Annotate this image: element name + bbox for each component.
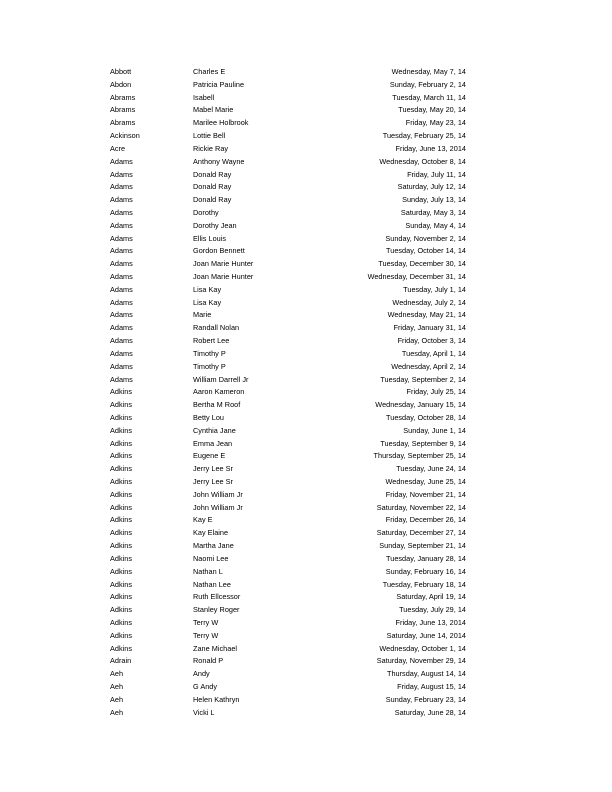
cell-first-name: Jerry Lee Sr bbox=[193, 477, 233, 486]
cell-first-name: Aaron Kameron bbox=[193, 387, 245, 397]
cell-date: Tuesday, September 9, 14 bbox=[380, 438, 466, 448]
cell-last-name: Adkins bbox=[110, 605, 133, 615]
cell-date: Thursday, August 14, 14 bbox=[386, 669, 466, 679]
cell-first-name: Naomi Lee bbox=[193, 553, 229, 563]
cell-date: Tuesday, October 28, 14 bbox=[386, 412, 466, 422]
cell-date: Wednesday, October 8, 14 bbox=[379, 156, 466, 166]
cell-last-name: Adams bbox=[110, 374, 133, 384]
cell-last-name: Adkins bbox=[110, 451, 133, 461]
cell-first-name: Anthony Wayne bbox=[193, 156, 245, 166]
cell-first-name: Betty Lou bbox=[193, 412, 225, 422]
cell-first-name: Vicki L bbox=[193, 707, 215, 717]
cell-last-name: Adkins bbox=[110, 630, 133, 640]
cell-date: Wednesday, June 25, 14 bbox=[385, 477, 466, 486]
cell-first-name: Isabell bbox=[193, 92, 215, 102]
cell-date: Saturday, June 14, 2014 bbox=[386, 630, 466, 640]
cell-last-name: Adkins bbox=[110, 579, 133, 589]
cell-last-name: Adkins bbox=[110, 425, 133, 435]
cell-first-name: Gordon Bennett bbox=[193, 246, 245, 256]
cell-first-name: Mabel Marie bbox=[193, 105, 234, 115]
cell-last-name: Adkins bbox=[110, 412, 133, 422]
cell-date: Sunday, May 4, 14 bbox=[405, 220, 466, 230]
cell-date: Wednesday, October 1, 14 bbox=[379, 643, 466, 653]
table-row bbox=[110, 143, 466, 156]
cell-first-name: Helen Kathryn bbox=[193, 694, 240, 704]
table-row bbox=[110, 66, 466, 79]
cell-date: Tuesday, July 29, 14 bbox=[399, 605, 466, 615]
cell-date: Friday, May 23, 14 bbox=[405, 118, 466, 128]
table-row bbox=[110, 681, 466, 694]
cell-date: Saturday, November 22, 14 bbox=[376, 502, 466, 512]
table-row bbox=[110, 655, 466, 668]
table-row bbox=[110, 591, 466, 604]
cell-last-name: Adams bbox=[110, 156, 133, 166]
cell-date: Sunday, September 21, 14 bbox=[379, 541, 466, 551]
cell-first-name: Kay E bbox=[193, 515, 213, 525]
cell-first-name: Terry W bbox=[193, 617, 219, 627]
cell-first-name: Rickie Ray bbox=[193, 143, 229, 153]
table-row bbox=[110, 322, 466, 335]
cell-date: Tuesday, December 30, 14 bbox=[378, 259, 466, 269]
cell-first-name: Nathan L bbox=[193, 566, 223, 576]
cell-date: Saturday, May 3, 14 bbox=[400, 207, 466, 217]
table-row bbox=[110, 502, 466, 515]
cell-date: Saturday, June 28, 14 bbox=[394, 707, 466, 717]
cell-date: Friday, June 13, 2014 bbox=[395, 143, 466, 153]
cell-last-name: Adams bbox=[110, 361, 133, 371]
cell-last-name: Abrams bbox=[110, 105, 136, 115]
table-row bbox=[110, 604, 466, 617]
cell-first-name: Lottie Bell bbox=[193, 131, 226, 141]
table-row bbox=[110, 220, 466, 233]
cell-last-name: Abrams bbox=[110, 118, 136, 128]
cell-date: Tuesday, February 18, 14 bbox=[382, 579, 466, 589]
cell-date: Sunday, July 13, 14 bbox=[402, 195, 466, 205]
table-row bbox=[110, 207, 466, 220]
table-row bbox=[110, 348, 466, 361]
table-row bbox=[110, 181, 466, 194]
table-row bbox=[110, 707, 466, 720]
cell-first-name: Zane Michael bbox=[193, 643, 238, 653]
cell-first-name: Donald Ray bbox=[193, 195, 232, 205]
table-row bbox=[110, 297, 466, 310]
cell-first-name: Lisa Kay bbox=[193, 297, 222, 307]
table-row bbox=[110, 514, 466, 527]
table-row bbox=[110, 450, 466, 463]
cell-last-name: Adkins bbox=[110, 528, 133, 538]
table-row bbox=[110, 425, 466, 438]
table-row bbox=[110, 284, 466, 297]
cell-first-name: Randall Nolan bbox=[193, 323, 240, 333]
cell-first-name: Eugene E bbox=[193, 451, 226, 461]
cell-last-name: Adams bbox=[110, 336, 133, 346]
cell-date: Tuesday, March 11, 14 bbox=[392, 92, 466, 102]
table-row bbox=[110, 130, 466, 143]
cell-last-name: Adams bbox=[110, 297, 133, 307]
cell-last-name: Adkins bbox=[110, 553, 133, 563]
table-row bbox=[110, 104, 466, 117]
cell-first-name: Stanley Roger bbox=[193, 605, 240, 615]
cell-date: Wednesday, January 15, 14 bbox=[375, 400, 466, 410]
cell-last-name: Abdon bbox=[110, 79, 132, 89]
cell-date: Friday, October 3, 14 bbox=[397, 336, 466, 346]
cell-date: Wednesday, July 2, 14 bbox=[392, 297, 466, 307]
table-row bbox=[110, 694, 466, 707]
cell-last-name: Adkins bbox=[110, 489, 133, 499]
table-row bbox=[110, 438, 466, 451]
cell-first-name: Patricia Pauline bbox=[193, 79, 245, 89]
cell-last-name: Adams bbox=[110, 169, 133, 179]
table-row bbox=[110, 489, 466, 502]
cell-last-name: Adams bbox=[110, 323, 133, 333]
cell-first-name: Andy bbox=[193, 669, 210, 679]
table-row bbox=[110, 374, 466, 387]
table-row bbox=[110, 245, 466, 258]
cell-date: Wednesday, May 21, 14 bbox=[387, 310, 466, 320]
cell-first-name: Jerry Lee Sr bbox=[193, 464, 233, 474]
cell-last-name: Adams bbox=[110, 284, 133, 294]
cell-first-name: Lisa Kay bbox=[193, 284, 222, 294]
table-row bbox=[110, 117, 466, 130]
cell-last-name: Adkins bbox=[110, 502, 133, 512]
cell-first-name: Bertha M Roof bbox=[193, 400, 241, 410]
cell-last-name: Adams bbox=[110, 220, 133, 230]
cell-last-name: Acre bbox=[110, 143, 126, 153]
cell-date: Sunday, November 2, 14 bbox=[385, 233, 466, 243]
cell-last-name: Adkins bbox=[110, 477, 133, 486]
cell-last-name: Adams bbox=[110, 272, 133, 281]
cell-last-name: Aeh bbox=[110, 682, 124, 691]
cell-first-name: Kay Elaine bbox=[193, 528, 229, 538]
cell-date: Friday, June 13, 2014 bbox=[395, 617, 466, 627]
cell-last-name: Ackinson bbox=[110, 131, 140, 141]
table-row bbox=[110, 643, 466, 656]
cell-date: Wednesday, December 31, 14 bbox=[367, 272, 466, 281]
table-row bbox=[110, 233, 466, 246]
table-row bbox=[110, 335, 466, 348]
cell-first-name: Martha Jane bbox=[193, 541, 234, 551]
cell-last-name: Adkins bbox=[110, 438, 133, 448]
cell-last-name: Adrain bbox=[110, 656, 132, 666]
cell-first-name: Donald Ray bbox=[193, 169, 232, 179]
table-row bbox=[110, 476, 466, 489]
cell-last-name: Adkins bbox=[110, 566, 133, 576]
cell-date: Friday, January 31, 14 bbox=[393, 323, 466, 333]
cell-date: Friday, July 11, 14 bbox=[407, 169, 466, 179]
table-row bbox=[110, 566, 466, 579]
cell-last-name: Adkins bbox=[110, 387, 133, 397]
table-row bbox=[110, 527, 466, 540]
cell-date: Friday, November 21, 14 bbox=[385, 489, 466, 499]
cell-first-name: Joan Marie Hunter bbox=[193, 272, 254, 281]
cell-last-name: Aeh bbox=[110, 707, 124, 717]
table-row bbox=[110, 668, 466, 681]
cell-first-name: Timothy P bbox=[193, 348, 226, 358]
cell-first-name: William Darrell Jr bbox=[193, 374, 249, 384]
table-row bbox=[110, 156, 466, 169]
cell-date: Saturday, December 27, 14 bbox=[376, 528, 466, 538]
cell-date: Saturday, November 29, 14 bbox=[376, 656, 466, 666]
table-row bbox=[110, 399, 466, 412]
cell-date: Tuesday, January 28, 14 bbox=[386, 553, 466, 563]
name-date-listing-table bbox=[110, 66, 466, 719]
cell-last-name: Abbott bbox=[110, 67, 132, 76]
cell-first-name: Robert Lee bbox=[193, 336, 230, 346]
table-row bbox=[110, 361, 466, 374]
cell-first-name: Emma Jean bbox=[193, 438, 233, 448]
cell-first-name: Marie bbox=[193, 310, 212, 320]
cell-first-name: Ellis Louis bbox=[193, 233, 227, 243]
cell-last-name: Adams bbox=[110, 233, 133, 243]
cell-last-name: Adkins bbox=[110, 515, 133, 525]
cell-last-name: Adkins bbox=[110, 541, 133, 551]
cell-last-name: Adkins bbox=[110, 400, 133, 410]
cell-date: Friday, July 25, 14 bbox=[406, 387, 466, 397]
cell-last-name: Adkins bbox=[110, 643, 133, 653]
cell-last-name: Adams bbox=[110, 310, 133, 320]
table-row bbox=[110, 169, 466, 182]
cell-first-name: John William Jr bbox=[193, 502, 243, 512]
table-row bbox=[110, 540, 466, 553]
cell-first-name: Timothy P bbox=[193, 361, 226, 371]
cell-date: Tuesday, July 1, 14 bbox=[403, 284, 466, 294]
cell-date: Tuesday, May 20, 14 bbox=[398, 105, 466, 115]
cell-date: Sunday, February 23, 14 bbox=[385, 694, 466, 704]
cell-date: Tuesday, September 2, 14 bbox=[380, 374, 466, 384]
cell-last-name: Adams bbox=[110, 182, 133, 192]
cell-first-name: Ruth Ellcessor bbox=[193, 592, 241, 602]
cell-date: Sunday, June 1, 14 bbox=[403, 425, 466, 435]
cell-last-name: Adams bbox=[110, 195, 133, 205]
cell-date: Saturday, July 12, 14 bbox=[397, 182, 466, 192]
table-row bbox=[110, 463, 466, 476]
cell-date: Tuesday, October 14, 14 bbox=[386, 246, 466, 256]
cell-date: Friday, December 26, 14 bbox=[385, 515, 466, 525]
cell-last-name: Adams bbox=[110, 259, 133, 269]
cell-first-name: John William Jr bbox=[193, 489, 243, 499]
cell-date: Friday, August 15, 14 bbox=[397, 682, 466, 691]
table-row bbox=[110, 271, 466, 284]
cell-last-name: Adkins bbox=[110, 464, 133, 474]
table-row bbox=[110, 79, 466, 92]
cell-first-name: G Andy bbox=[193, 682, 218, 691]
cell-date: Tuesday, April 1, 14 bbox=[401, 348, 466, 358]
table-row bbox=[110, 630, 466, 643]
cell-first-name: Cynthia Jane bbox=[193, 425, 236, 435]
cell-date: Saturday, April 19, 14 bbox=[396, 592, 466, 602]
table-row bbox=[110, 258, 466, 271]
cell-date: Thursday, September 25, 14 bbox=[373, 451, 466, 461]
cell-first-name: Dorothy Jean bbox=[193, 220, 237, 230]
table-row bbox=[110, 579, 466, 592]
cell-first-name: Ronald P bbox=[193, 656, 224, 666]
table-row bbox=[110, 412, 466, 425]
cell-first-name: Marilee Holbrook bbox=[193, 118, 249, 128]
cell-date: Wednesday, April 2, 14 bbox=[391, 361, 466, 371]
cell-date: Wednesday, May 7, 14 bbox=[391, 67, 466, 76]
table-row bbox=[110, 553, 466, 566]
cell-last-name: Adams bbox=[110, 207, 133, 217]
cell-first-name: Dorothy bbox=[193, 207, 219, 217]
table-row bbox=[110, 386, 466, 399]
cell-last-name: Adams bbox=[110, 348, 133, 358]
cell-date: Sunday, February 2, 14 bbox=[389, 79, 466, 89]
cell-last-name: Adams bbox=[110, 246, 133, 256]
cell-first-name: Nathan Lee bbox=[193, 579, 231, 589]
cell-date: Sunday, February 16, 14 bbox=[385, 566, 466, 576]
table-row bbox=[110, 194, 466, 207]
table-row bbox=[110, 617, 466, 630]
cell-date: Tuesday, June 24, 14 bbox=[396, 464, 466, 474]
cell-first-name: Charles E bbox=[193, 67, 226, 76]
cell-date: Tuesday, February 25, 14 bbox=[382, 131, 466, 141]
cell-last-name: Aeh bbox=[110, 669, 124, 679]
table-row bbox=[110, 309, 466, 322]
cell-last-name: Adkins bbox=[110, 592, 133, 602]
cell-last-name: Aeh bbox=[110, 694, 124, 704]
table-row bbox=[110, 92, 466, 105]
cell-last-name: Abrams bbox=[110, 92, 136, 102]
cell-first-name: Joan Marie Hunter bbox=[193, 259, 254, 269]
cell-first-name: Donald Ray bbox=[193, 182, 232, 192]
cell-last-name: Adkins bbox=[110, 617, 133, 627]
cell-first-name: Terry W bbox=[193, 630, 219, 640]
